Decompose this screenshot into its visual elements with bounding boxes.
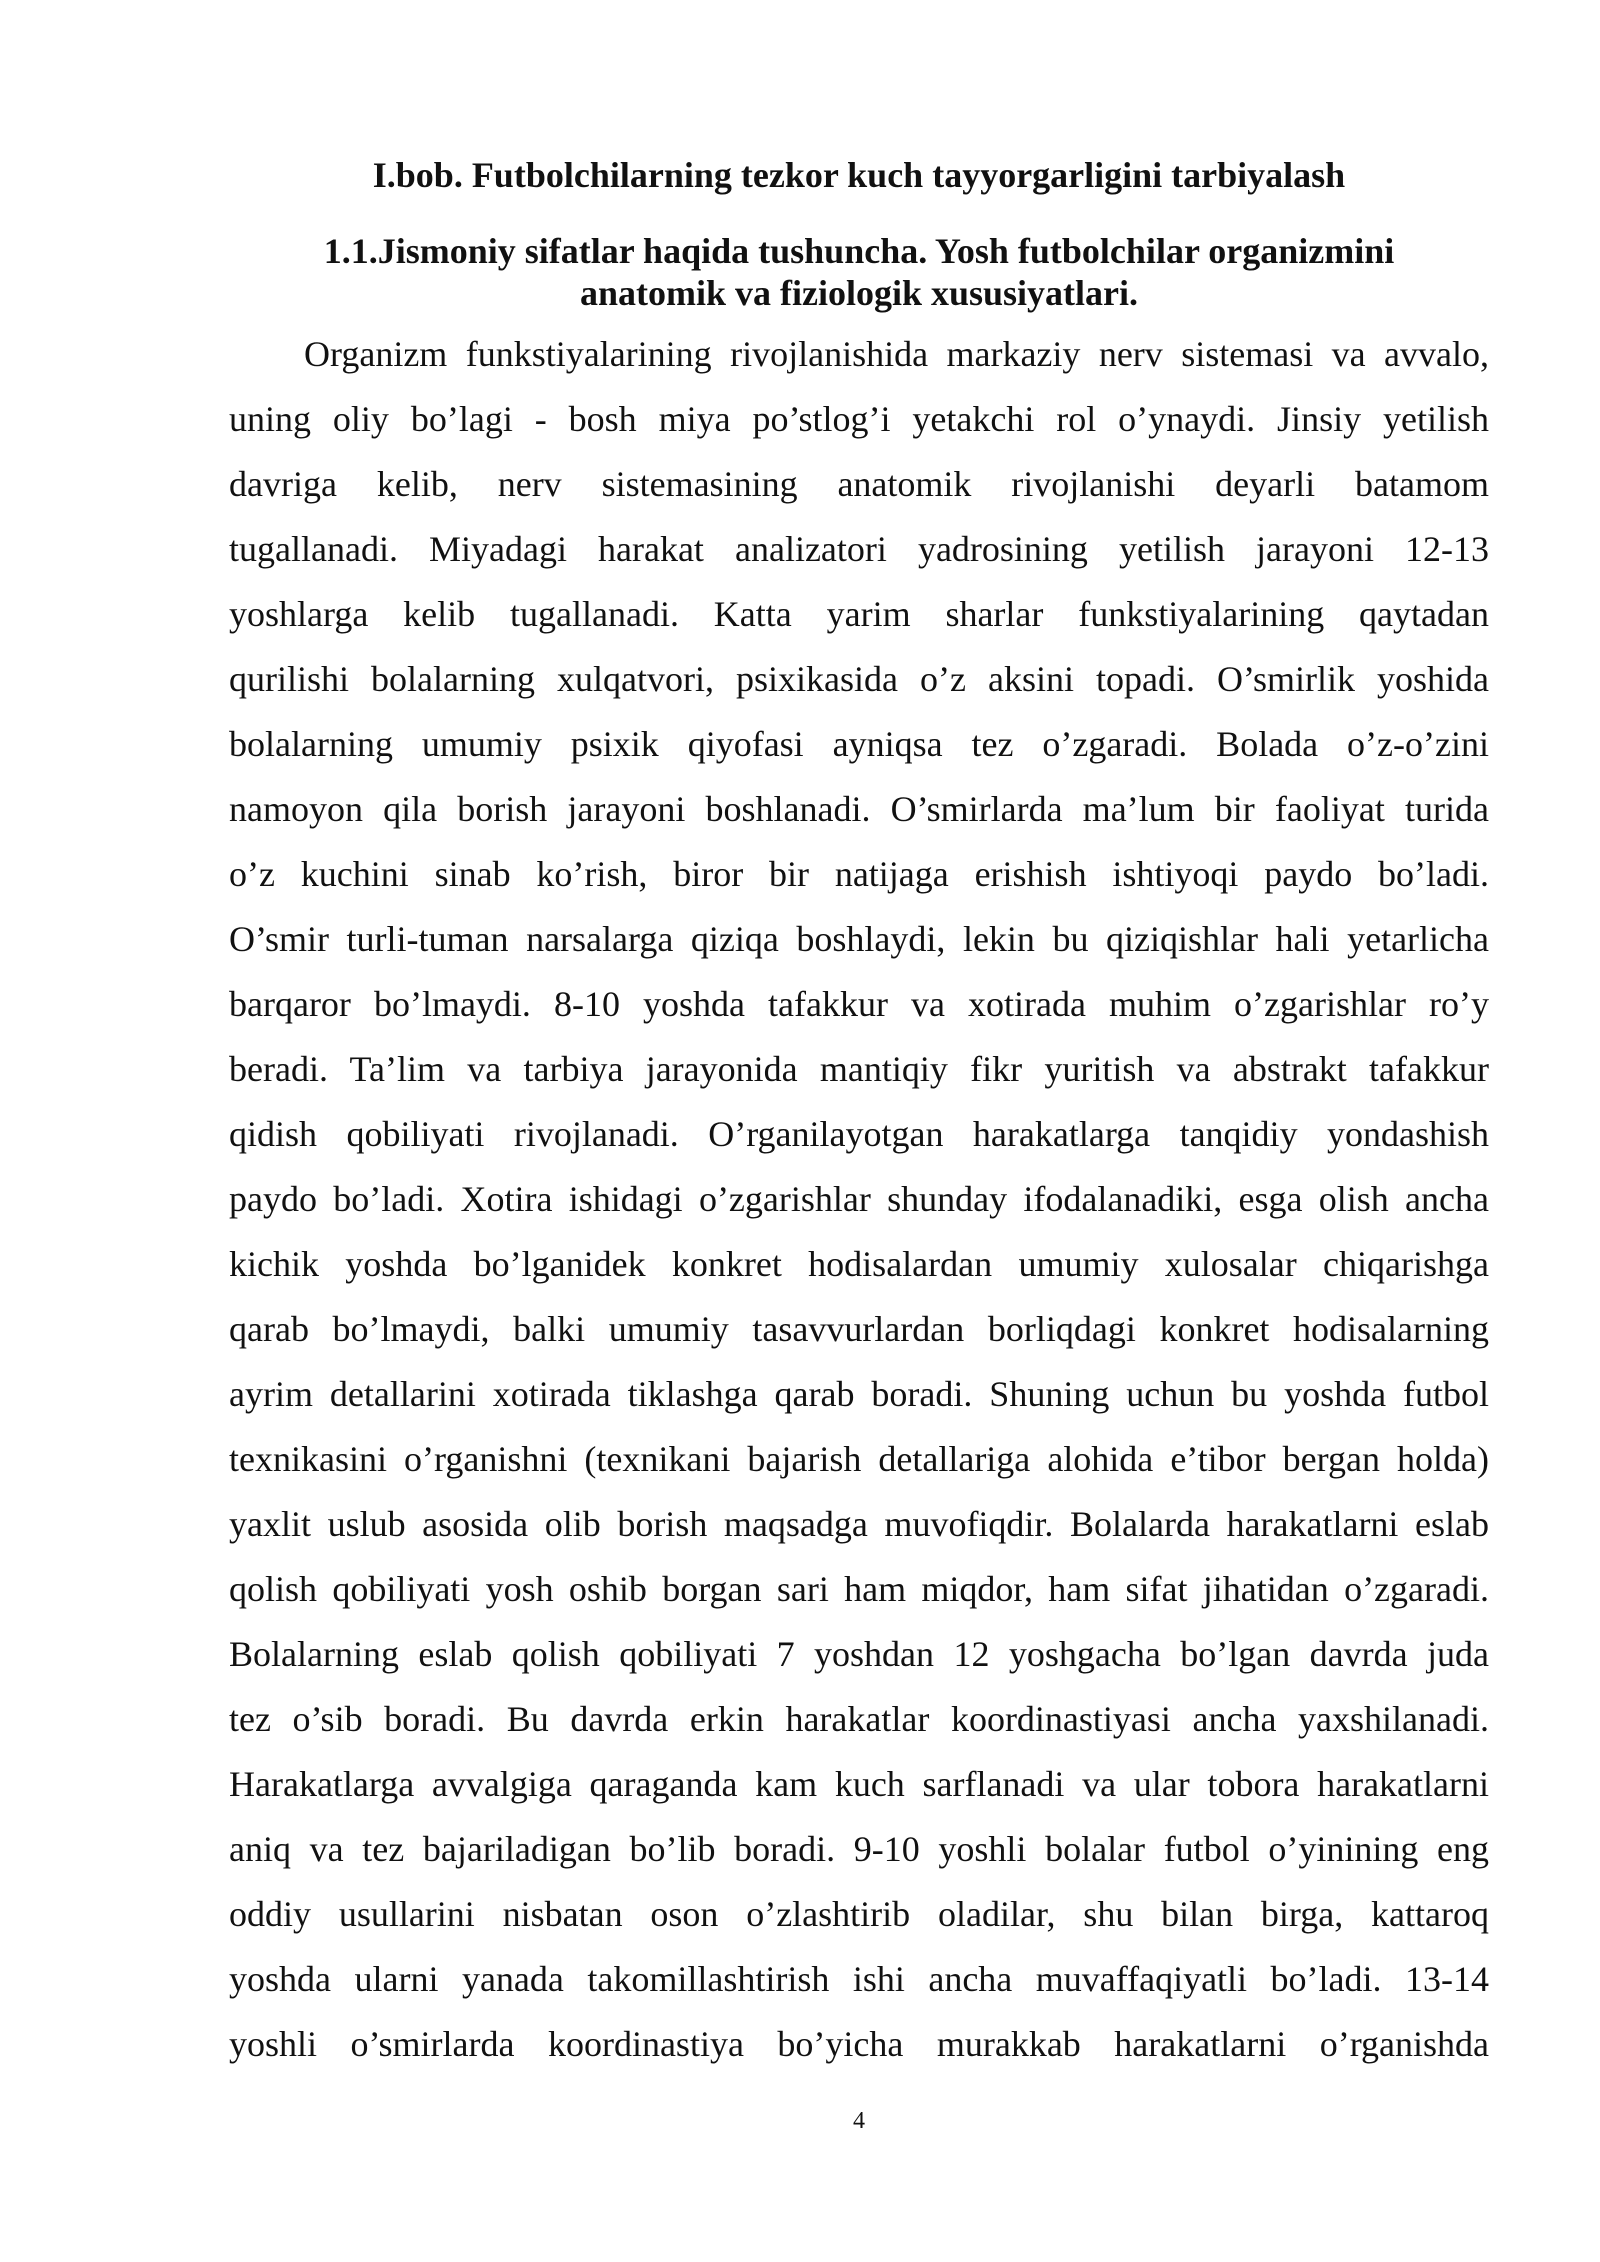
body-line: yaxlit uslub asosida olib borish maqsadga muvofiqdir. Bolalarda harakatlarni eslab bbox=[229, 1504, 1489, 1544]
body-line: O’smir turli-tuman narsalarga qiziqa boshlaydi, lekin bu qiziqishlar hali yetarlicha bbox=[229, 919, 1489, 959]
body-line: o’z kuchini sinab ko’rish, biror bir natijaga erishish ishtiyoqi paydo bo’ladi. bbox=[229, 854, 1489, 894]
body-line: qidish qobiliyati rivojlanadi. O’rganilayotgan harakatlarga tanqidiy yondashish bbox=[229, 1114, 1489, 1154]
body-line: beradi. Ta’lim va tarbiya jarayonida mantiqiy fikr yuritish va abstrakt tafakkur bbox=[229, 1049, 1489, 1089]
body-line: tez o’sib boradi. Bu davrda erkin harakatlar koordinastiyasi ancha yaxshilanadi. bbox=[229, 1699, 1489, 1739]
body-line: qurilishi bolalarning xulqatvori, psixikasida o’z aksini topadi. O’smirlik yoshida bbox=[229, 659, 1489, 699]
body-line: Organizm funkstiyalarining rivojlanishida markaziy nerv sistemasi va avvalo, bbox=[304, 334, 1489, 374]
body-line: yoshda ularni yanada takomillashtirish ishi ancha muvaffaqiyatli bo’ladi. 13-14 bbox=[229, 1959, 1489, 1999]
body-line: Harakatlarga avvalgiga qaraganda kam kuch sarflanadi va ular tobora harakatlarni bbox=[229, 1764, 1489, 1804]
body-line: ayrim detallarini xotirada tiklashga qarab boradi. Shuning uchun bu yoshda futbol bbox=[229, 1374, 1489, 1414]
section-title bbox=[229, 230, 1489, 314]
section-title-line-2: anatomik va fiziologik xususiyatlari. bbox=[579, 273, 1139, 313]
body-line: aniq va tez bajariladigan bo’lib boradi. 9-10 yoshli bolalar futbol o’yinining eng bbox=[229, 1829, 1489, 1869]
chapter-title: I.bob. Futbolchilarning tezkor kuch tayyorgarligini tarbiyalash bbox=[372, 155, 1346, 195]
body-line: barqaror bo’lmaydi. 8-10 yoshda tafakkur va xotirada muhim o’zgarishlar ro’y bbox=[229, 984, 1489, 1024]
body-line: oddiy usullarini nisbatan oson o’zlashtirib oladilar, shu bilan birga, kattaroq bbox=[229, 1894, 1489, 1934]
body-line: tugallanadi. Miyadagi harakat analizatori yadrosining yetilish jarayoni 12-13 bbox=[229, 529, 1489, 569]
body-line: qarab bo’lmaydi, balki umumiy tasavvurlardan borliqdagi konkret hodisalarning bbox=[229, 1309, 1489, 1349]
body-line: bolalarning umumiy psixik qiyofasi ayniqsa tez o’zgaradi. Bolada o’z-o’zini bbox=[229, 724, 1489, 764]
body-line: uning oliy bo’lagi - bosh miya po’stlog’i yetakchi rol o’ynaydi. Jinsiy yetilish bbox=[229, 399, 1489, 439]
body-line: yoshlarga kelib tugallanadi. Katta yarim sharlar funkstiyalarining qaytadan bbox=[229, 594, 1489, 634]
body-line: namoyon qila borish jarayoni boshlanadi. O’smirlarda ma’lum bir faoliyat turida bbox=[229, 789, 1489, 829]
body-line: qolish qobiliyati yosh oshib borgan sari ham miqdor, ham sifat jihatidan o’zgaradi. bbox=[229, 1569, 1489, 1609]
page-number: 4 bbox=[853, 2108, 865, 2134]
body-line: paydo bo’ladi. Xotira ishidagi o’zgarishlar shunday ifodalanadiki, esga olish ancha bbox=[229, 1179, 1489, 1219]
body-line: Bolalarning eslab qolish qobiliyati 7 yoshdan 12 yoshgacha bo’lgan davrda juda bbox=[229, 1634, 1489, 1674]
body-line: yoshli o’smirlarda koordinastiya bo’yicha murakkab harakatlarni o’rganishda bbox=[229, 2024, 1489, 2064]
body-line: texnikasini o’rganishni (texnikani bajarish detallariga alohida e’tibor bergan holda) bbox=[229, 1439, 1489, 1479]
section-title-line-1: 1.1.Jismoniy sifatlar haqida tushuncha. Yosh futbolchilar organizmini bbox=[323, 231, 1395, 271]
body-paragraph bbox=[229, 322, 1489, 2077]
body-line: davriga kelib, nerv sistemasining anatomik rivojlanishi deyarli batamom bbox=[229, 464, 1489, 504]
body-line: kichik yoshda bo’lganidek konkret hodisalardan umumiy xulosalar chiqarishga bbox=[229, 1244, 1489, 1284]
